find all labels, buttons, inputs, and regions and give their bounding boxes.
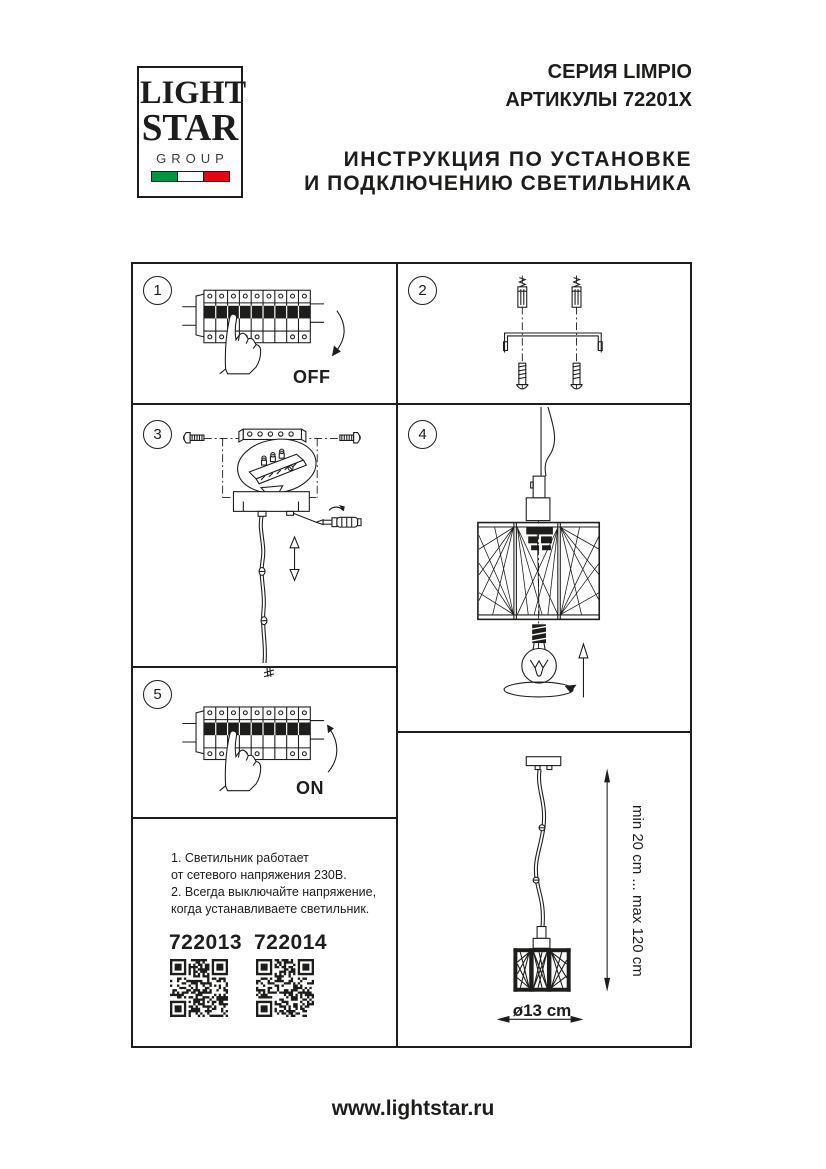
diameter-dimension: ø13 cm [512, 1001, 572, 1020]
qr-code-722013 [170, 959, 228, 1017]
notes-panel [131, 817, 398, 1048]
screwdriver-icon [316, 507, 361, 527]
logo-word-group: GROUP [156, 151, 229, 166]
article-code-1: 722013 [169, 931, 243, 954]
note-line: 2. Всегда выключайте напряжение, [171, 885, 377, 899]
height-range-dimension: min 20 cm ... max 120 cm [629, 805, 646, 977]
instruction-title-line2: И ПОДКЛЮЧЕНИЮ СВЕТИЛЬНИКА [304, 172, 692, 195]
instruction-title-line1: ИНСТРУКЦИЯ ПО УСТАНОВКЕ [343, 148, 692, 171]
website-url: www.lightstar.ru [331, 1097, 495, 1120]
note-line: 1. Светильник работает [171, 851, 309, 865]
flag-green-segment [152, 172, 177, 181]
pendant-dimension-illustration [398, 733, 690, 1046]
note-line: от сетевого напряжения 230В. [171, 868, 347, 882]
safety-notes [171, 850, 376, 918]
step-number-2: 2 [408, 276, 437, 305]
logo-word-light: LIGHT [140, 75, 247, 111]
on-label: ON [296, 778, 324, 798]
breaker-off-illustration [133, 264, 396, 403]
lightstar-logo [137, 66, 247, 198]
step-panel-1 [131, 262, 398, 405]
socket-through-glass [526, 527, 553, 550]
step-number-4: 4 [408, 420, 437, 449]
step-number-1: 1 [143, 276, 172, 305]
logo-word-star: STAR [141, 107, 239, 149]
canopy-mounting-illustration [133, 405, 396, 666]
off-label: OFF [293, 367, 331, 387]
light-bulb-icon [522, 624, 557, 683]
flag-red-segment [204, 172, 229, 181]
small-shade [513, 948, 570, 991]
step-number-3: 3 [143, 420, 172, 449]
flag-white-segment [177, 172, 204, 181]
mounting-hardware-illustration [398, 264, 690, 403]
dimensions-panel [396, 731, 692, 1048]
note-line: когда устанавливаете светильник. [171, 902, 370, 916]
step-panel-5 [131, 666, 398, 819]
breaker-on-illustration [133, 668, 396, 817]
shade-bulb-illustration [398, 405, 690, 731]
italian-flag-bar [151, 171, 230, 182]
articles-title: АРТИКУЛЫ 72201X [505, 89, 692, 111]
article-code-2: 722014 [254, 931, 328, 954]
step-panel-2 [396, 262, 692, 405]
qr-code-722014 [256, 959, 314, 1017]
series-title: СЕРИЯ LIMPIO [547, 61, 692, 83]
step-panel-3 [131, 403, 398, 668]
step-panel-4 [396, 403, 692, 733]
step-number-5: 5 [143, 680, 172, 709]
